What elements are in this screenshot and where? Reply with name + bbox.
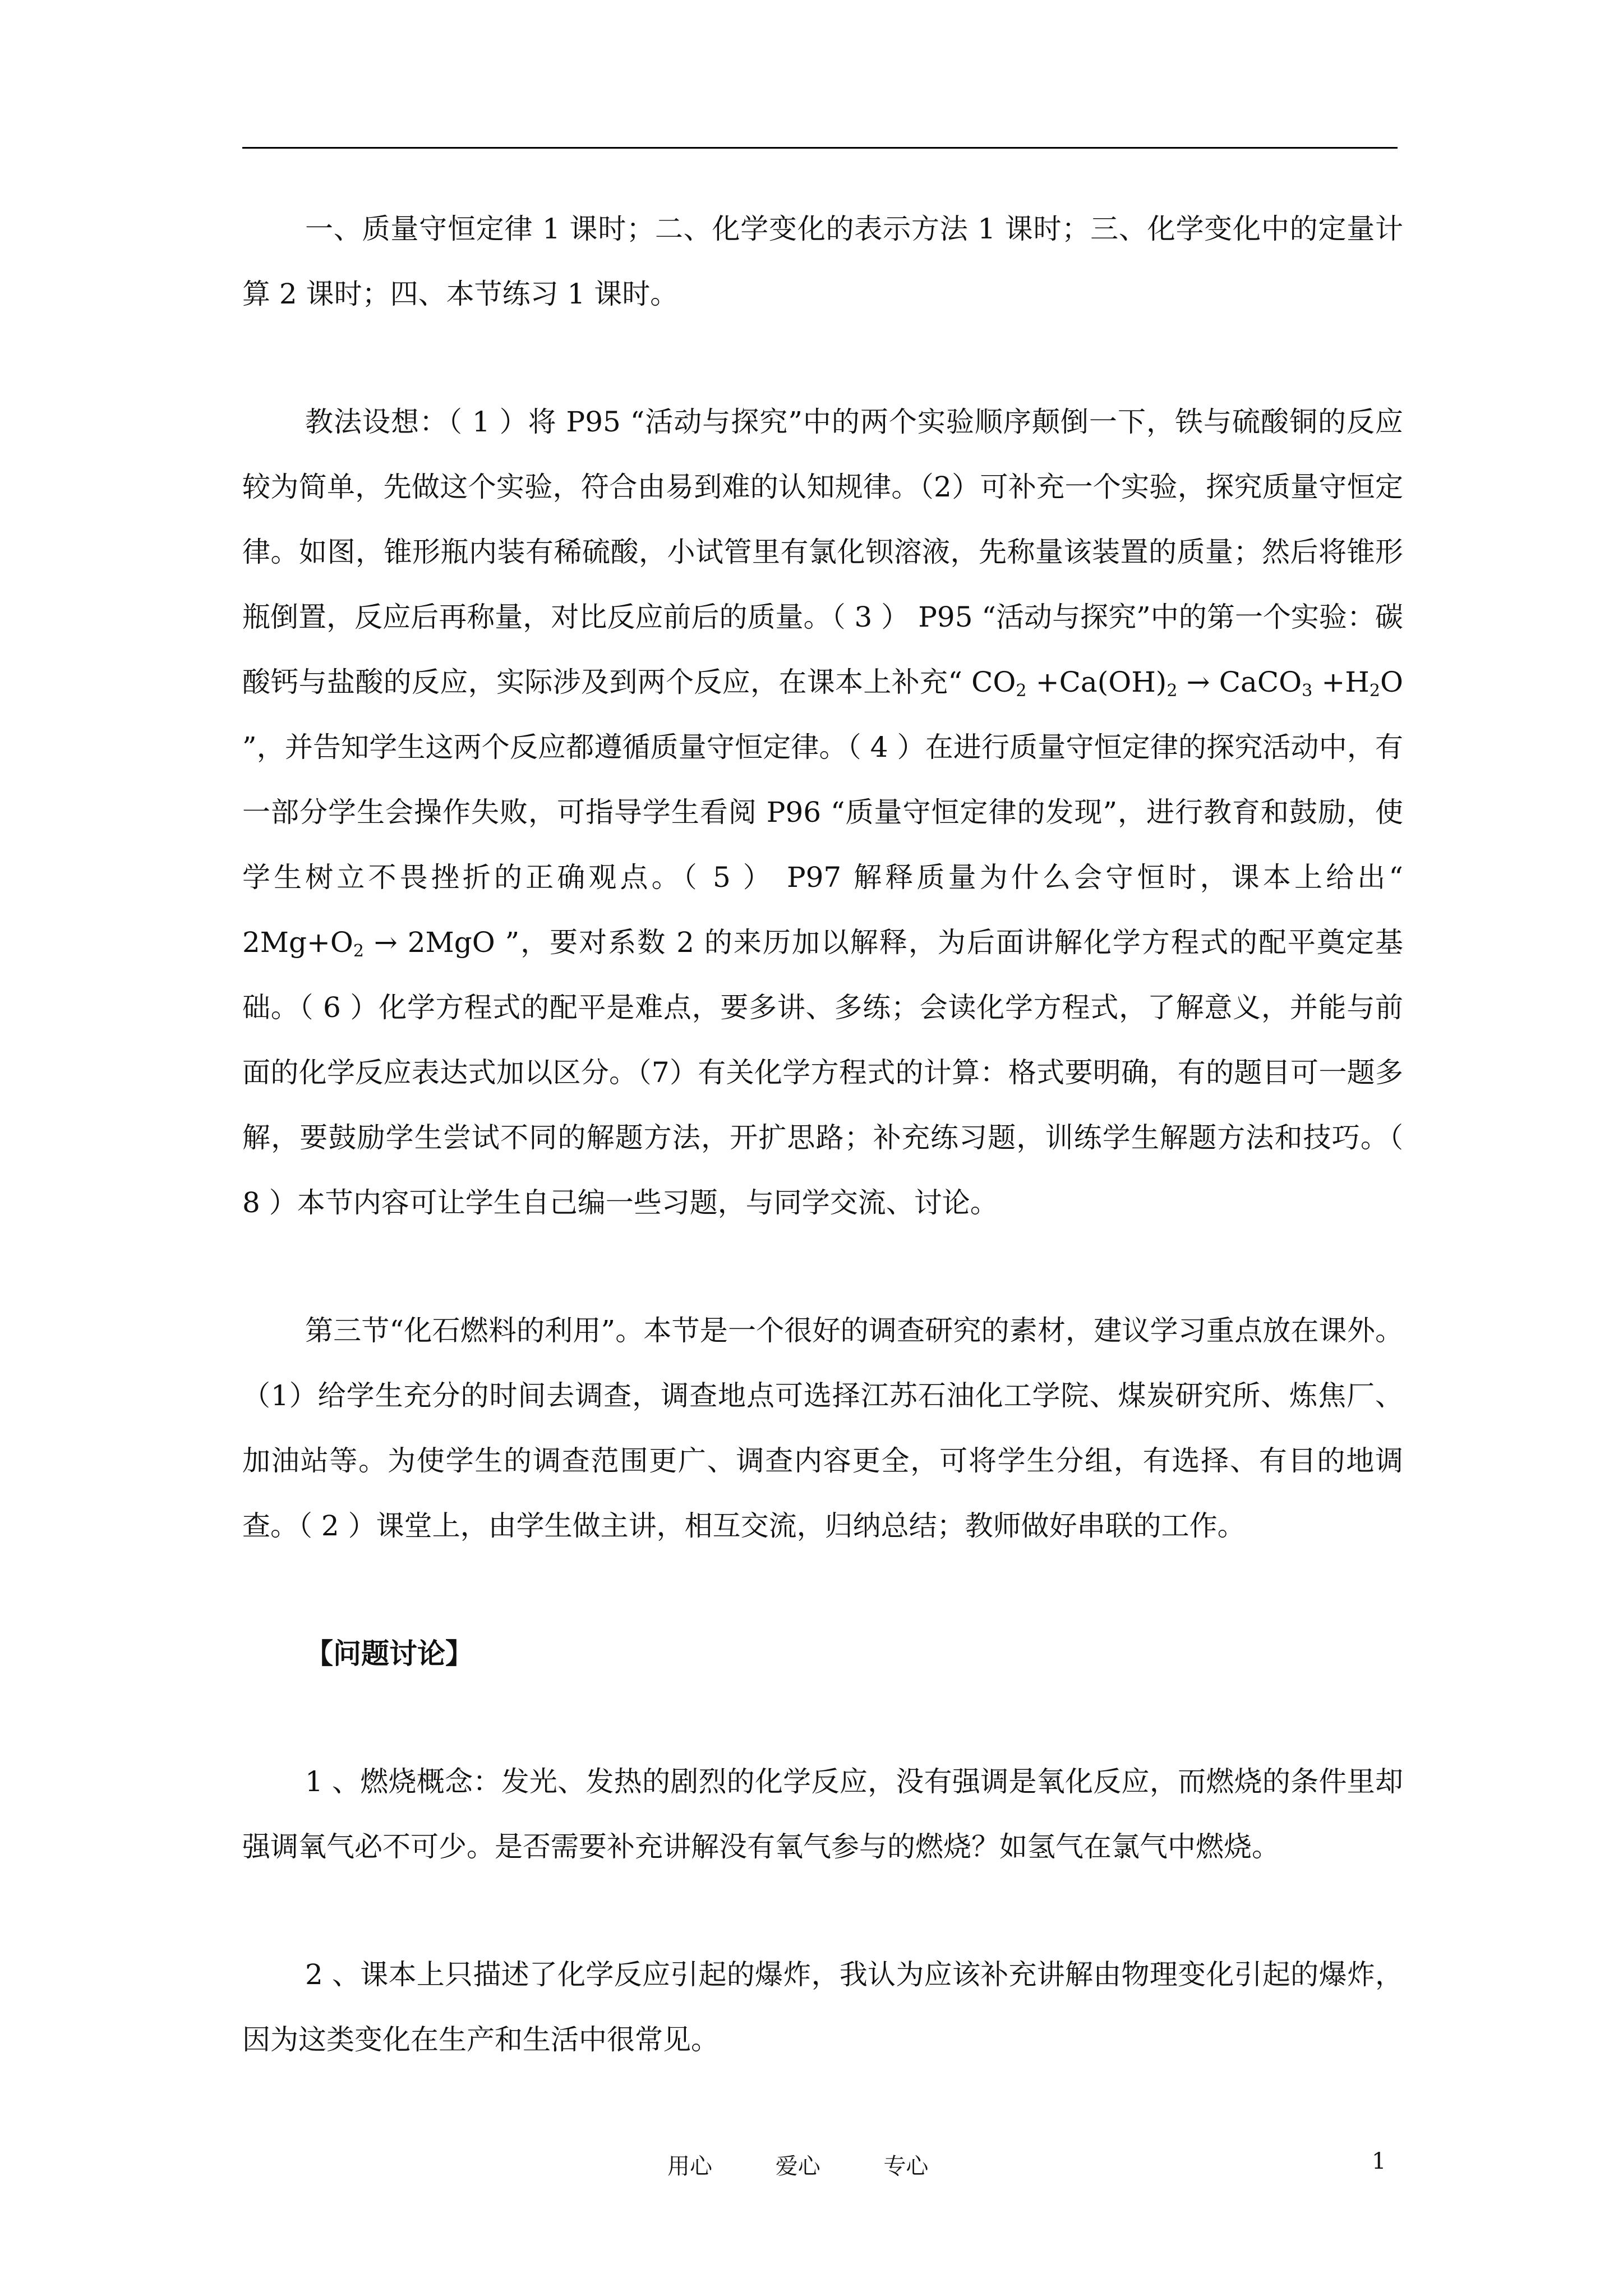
subscript: 2 xyxy=(353,941,364,961)
paragraph-teaching-ideas xyxy=(242,389,1403,1235)
text-run: O ”，并告知学生这两个反应都遵循质量守恒定律。（ 4 ）在进行质量守恒定律的探究活动中，有一部分学生会操作失败，可指导学生看阅 P96 “质量守恒定律的发现”，进行教育和鼓励，使学生树立不畏挫折的正确观点。（ 5 ） P97 解释质量为什么会守恒时，课本上给出“ 2Mg+O xyxy=(242,666,1404,959)
footer-mottos xyxy=(667,2148,929,2180)
text-run: → CaCO xyxy=(1177,666,1302,698)
header-rule xyxy=(242,147,1398,149)
spacer xyxy=(242,1879,1403,1942)
paragraph-section-three: 第三节“化石燃料的利用”。本节是一个很好的调查研究的素材，建议学习重点放在课外。（1）给学生充分的时间去调查，调查地点可选择江苏石油化工学院、煤炭研究所、炼焦厂、加油站等。为使学生的调查范围更广、调查内容更全，可将学生分组，有选择、有目的地调查。（ 2 ）课堂上，由学生做主讲，相互交流，归纳总结；教师做好串联的工作。 xyxy=(242,1314,1403,1542)
subscript: 3 xyxy=(1302,681,1313,701)
subscript: 2 xyxy=(1166,681,1178,701)
subscript: 2 xyxy=(1369,681,1381,701)
footer-motto: 用心 xyxy=(667,2154,712,2179)
text-run: → 2MgO ”，要对系数 2 的来历加以解释，为后面讲解化学方程式的配平奠定基础。（ 6 ）化学方程式的配平是难点，要多讲、多练；会读化学方程式，了解意义，并能与前面的化学反应表达式加以区分。（7）有关化学方程式的计算：格式要明确，有的题目可一题多解，要鼓励学生尝试不同的解题方法，开扩思路；补充练习题，训练学生解题方法和技巧。（ 8 ）本节内容可让学生自己编一些习题，与同学交流、讨论。 xyxy=(242,926,1403,1219)
spacer xyxy=(242,1235,1403,1298)
footer-motto: 爱心 xyxy=(775,2154,820,2179)
paragraph-lesson-plan: 一、质量守恒定律 1 课时；二、化学变化的表示方法 1 课时；三、化学变化中的定量计算 2 课时；四、本节练习 1 课时。 xyxy=(242,213,1403,310)
spacer xyxy=(242,1686,1403,1749)
footer-motto: 专心 xyxy=(883,2154,929,2179)
page-number: 1 xyxy=(1372,2148,1386,2174)
text-run: 教法设想：（ 1 ）将 P95 “活动与探究”中的两个实验顺序颠倒一下，铁与硫酸铜的反应较为简单，先做这个实验，符合由易到难的认知规律。（2）可补充一个实验，探究质量守恒定律。如图，锥形瓶内装有稀硫酸，小试管里有氯化钡溶液，先称量该装置的质量；然后将锥形瓶倒置，反应后再称量，对比反应前后的质量。（ 3 ） P95 “活动与探究”中的第一个实验：碳酸钙与盐酸的反应，实际涉及到两个反应，在课本上补充“ CO xyxy=(242,406,1403,698)
subscript: 2 xyxy=(1016,681,1027,701)
document-body xyxy=(242,196,1403,2072)
discussion-item-1: 1 、燃烧概念：发光、发热的剧烈的化学反应，没有强调是氧化反应，而燃烧的条件里却强调氧气必不可少。是否需要补充讲解没有氧气参与的燃烧？如氢气在氯气中燃烧。 xyxy=(242,1765,1403,1863)
text-run: +H xyxy=(1312,666,1370,698)
discussion-item-2: 2 、课本上只描述了化学反应引起的爆炸，我认为应该补充讲解由物理变化引起的爆炸，因为这类变化在生产和生活中很常见。 xyxy=(242,1958,1403,2056)
section-heading: 【问题讨论】 xyxy=(305,1637,473,1670)
spacer xyxy=(242,1558,1403,1621)
text-run: +Ca(OH) xyxy=(1026,666,1167,698)
spacer xyxy=(242,326,1403,389)
page-footer xyxy=(0,2148,1623,2182)
